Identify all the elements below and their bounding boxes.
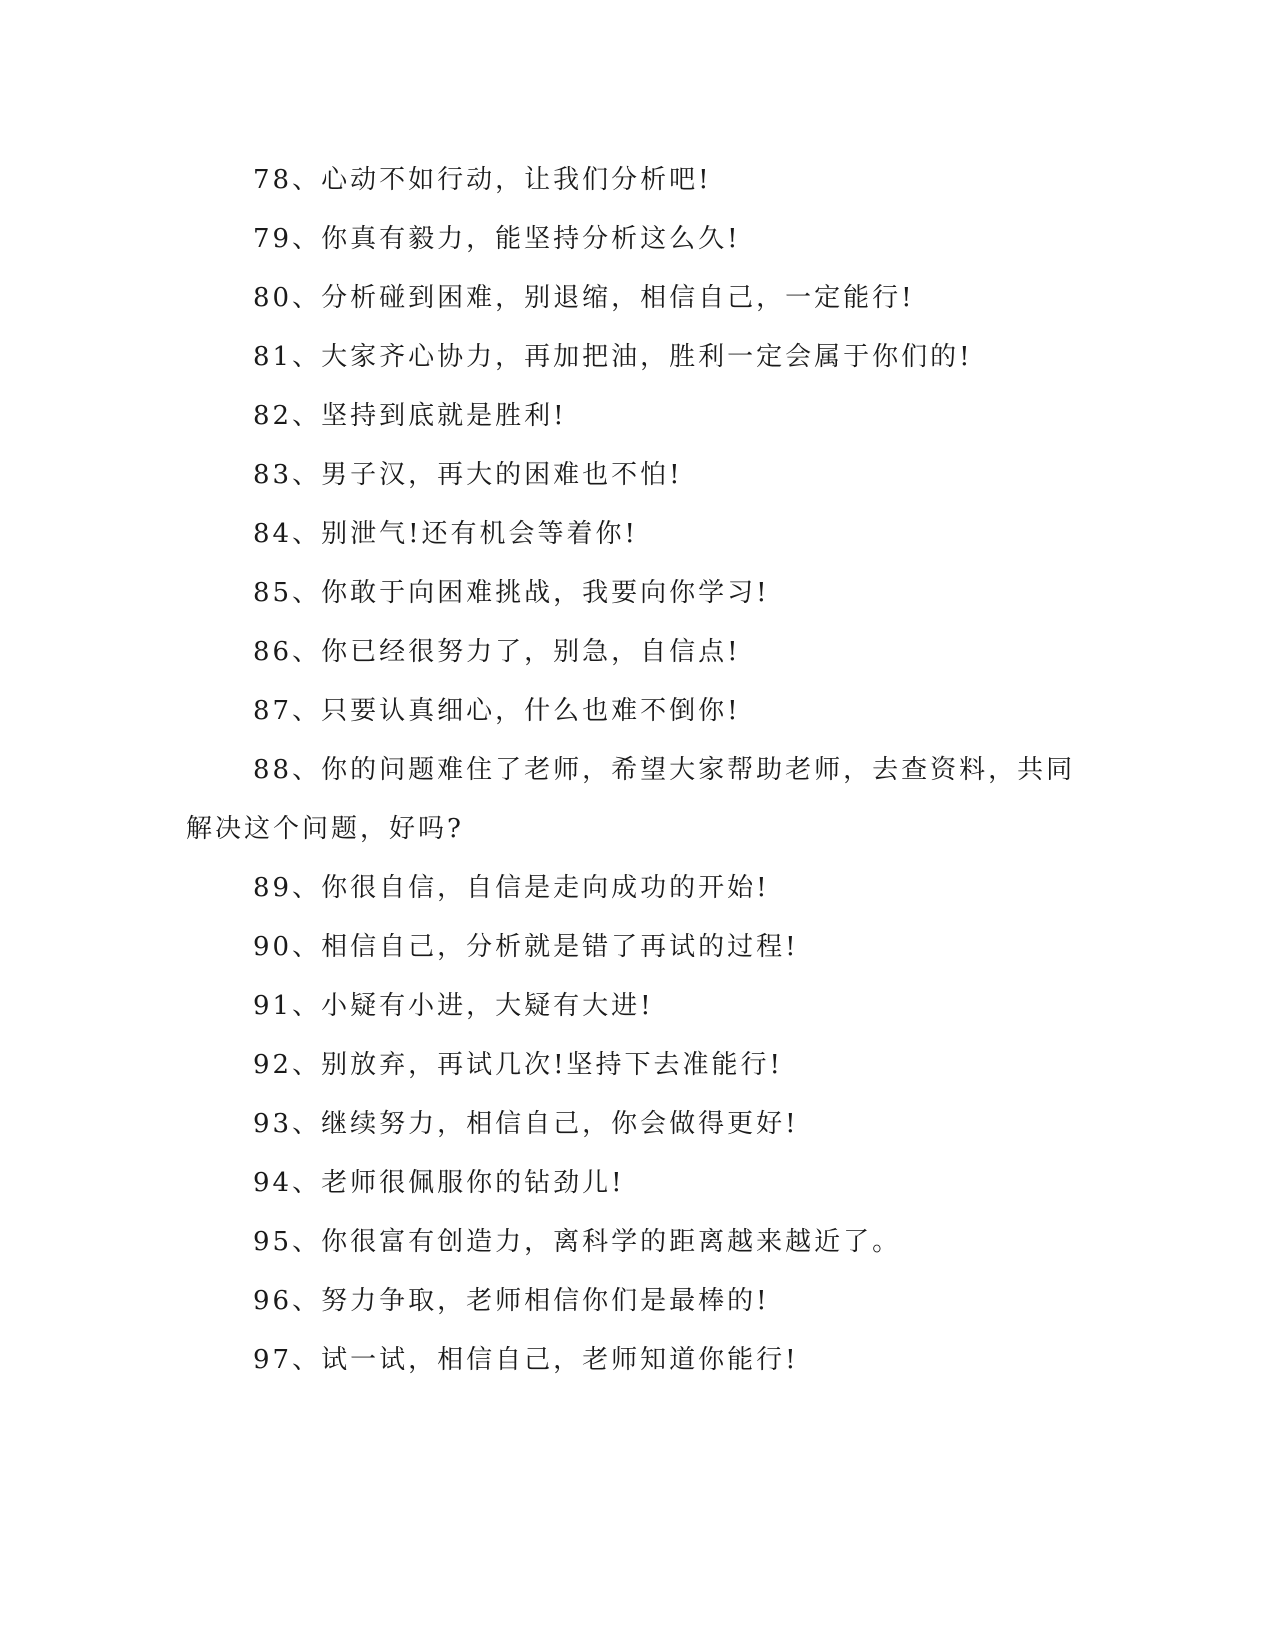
list-item-85: 85、你敢于向困难挑战，我要向你学习!: [253, 578, 770, 608]
list-item-90: 90、相信自己，分析就是错了再试的过程!: [253, 932, 799, 962]
list-item-94: 94、老师很佩服你的钻劲儿!: [253, 1168, 625, 1198]
list-item-81: 81、大家齐心协力，再加把油，胜利一定会属于你们的!: [253, 342, 973, 372]
list-item-88: 88、你的问题难住了老师，希望大家帮助老师，去查资料，共同解决这个问题，好吗?: [186, 755, 1076, 844]
list-item-79: 79、你真有毅力，能坚持分析这么久!: [253, 224, 741, 254]
list-item-80: 80、分析碰到困难，别退缩，相信自己，一定能行!: [253, 283, 915, 313]
list-item-95: 95、你很富有创造力，离科学的距离越来越近了。: [253, 1227, 902, 1257]
list-item-86: 86、你已经很努力了，别急，自信点!: [253, 637, 741, 667]
list-item-78: 78、心动不如行动，让我们分析吧!: [253, 165, 712, 195]
document-body: [186, 151, 1076, 1390]
list-item-97: 97、试一试，相信自己，老师知道你能行!: [253, 1345, 799, 1375]
list-item-82: 82、坚持到底就是胜利!: [253, 401, 567, 431]
list-item-84: 84、别泄气!还有机会等着你!: [253, 519, 638, 549]
list-item-87: 87、只要认真细心，什么也难不倒你!: [253, 696, 741, 726]
list-item-83: 83、男子汉，再大的困难也不怕!: [253, 460, 683, 490]
list-item-92: 92、别放弃，再试几次!坚持下去准能行!: [253, 1050, 783, 1080]
list-item-96: 96、努力争取，老师相信你们是最棒的!: [253, 1286, 770, 1316]
list-item-91: 91、小疑有小进，大疑有大进!: [253, 991, 654, 1021]
list-item-93: 93、继续努力，相信自己，你会做得更好!: [253, 1109, 799, 1139]
list-item-89: 89、你很自信，自信是走向成功的开始!: [253, 873, 770, 903]
